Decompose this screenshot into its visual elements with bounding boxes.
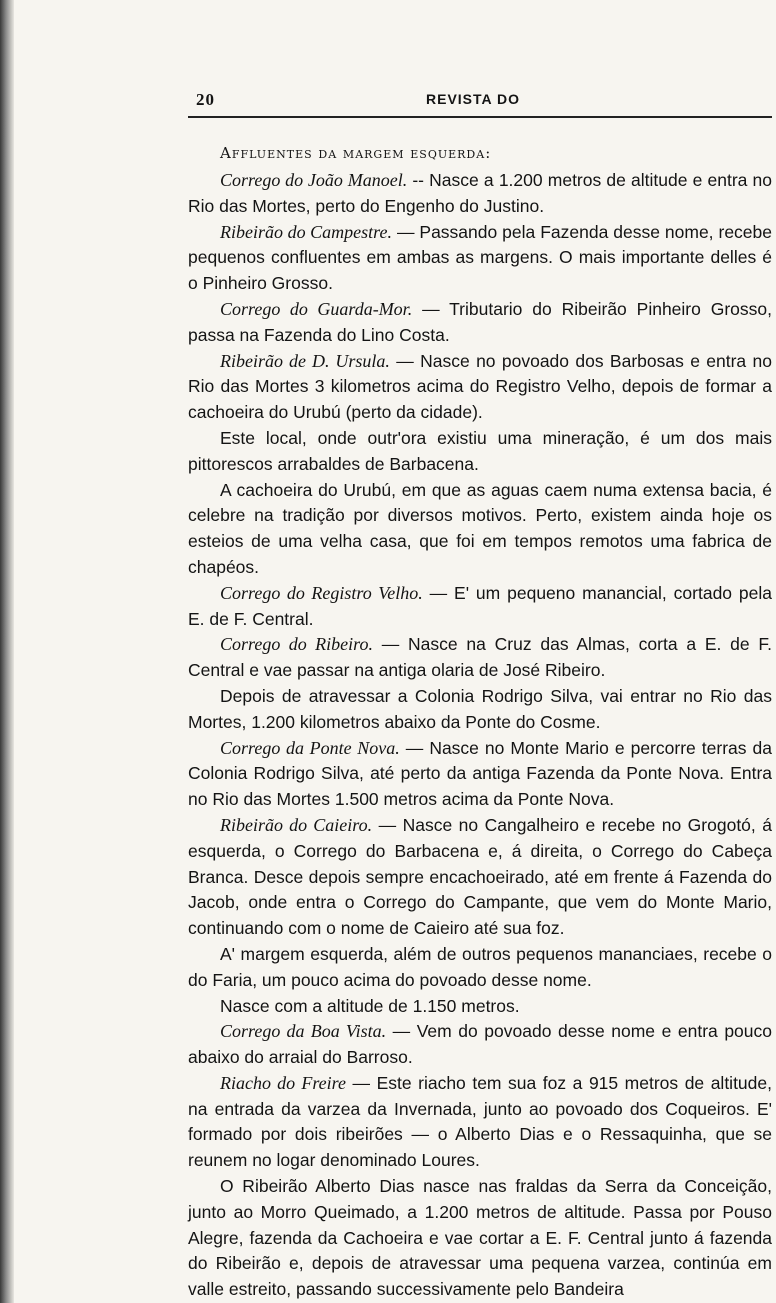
paragraph-text: Este local, onde outr'ora existiu uma mineração, é um dos mais pittorescos arrabaldes de Barbacena. [188, 427, 772, 474]
paragraph-text: — Nasce no Cangalheiro e recebe no Grogotó, á esquerda, o Corrego do Barbacena e, á direita, o Corrego do Cabeça Branca. Desce depois sempre encachoeirado, até em frente á Fazenda do Jacob, onde entra o Corrego do Campante, que vem do Monte Mario, continuando com o nome de Caieiro até sua foz. [188, 814, 773, 939]
paragraph [188, 942, 772, 994]
paragraph-text: — Tributario do Ribeirão Pinheiro Grosso, passa na Fazenda do Lino Costa. [188, 298, 773, 345]
paragraph [188, 684, 772, 736]
paragraph-text: — Nasce no povoado dos Barbosas e entra no Rio das Mortes 3 kilometros acima do Registro Velho, depois de formar a cachoeira do Urubú (perto da cidade). [188, 350, 772, 423]
paragraph-title: Corrego do João Manoel. [220, 170, 408, 190]
document-page [188, 88, 772, 1303]
header-rule [188, 116, 772, 118]
paragraph-text: A cachoeira do Urubú, em que as aguas caem numa extensa bacia, é celebre na tradição por diversos motivos. Perto, existem ainda hoje os esteios de uma velha casa, que foi em tempos remotos uma fabrica de chapéos. [188, 479, 772, 577]
paragraph-title: Corrego do Ribeiro. [220, 634, 373, 655]
paragraph-text: Nasce com a altitude de 1.150 metros. [220, 995, 520, 1016]
paragraph-title: Corrego do Registro Velho. [220, 582, 423, 603]
paragraph [188, 736, 772, 813]
paragraph-title: Ribeirão do Caieiro. [220, 814, 373, 835]
page-number: 20 [196, 90, 215, 109]
paragraph-text: Depois de atravessar a Colonia Rodrigo Silva, vai entrar no Rio das Mortes, 1.200 kilometros abaixo da Ponte do Cosme. [188, 685, 772, 732]
paragraph [188, 1071, 772, 1174]
paragraph [188, 349, 772, 426]
paragraph-text: — Nasce na Cruz das Almas, corta a E. de F. Central e vae passar na antiga olaria de José Ribeiro. [188, 634, 772, 681]
paragraph-text: — Nasce no Monte Mario e percorre terras da Colonia Rodrigo Silva, até perto da antiga Fazenda da Ponte Nova. Entra no Rio das Mortes 1.500 metros acima da Ponte Nova. [188, 737, 772, 810]
paragraph [188, 478, 772, 581]
paragraph-text: — E' um pequeno manancial, cortado pela E. de F. Central. [188, 582, 773, 629]
paragraph [188, 994, 772, 1020]
running-head [188, 88, 772, 114]
paragraph-text: — Este riacho tem sua foz a 915 metros de altitude, na entrada da varzea da Invernada, junto ao povoado dos Coqueiros. E' formado por dois ribeirões — o Alberto Dias e o Ressaquinha, que se reunem no logar denominado Loures. [188, 1072, 772, 1171]
paragraph [188, 813, 772, 942]
body-text [188, 168, 772, 1303]
paragraph-text: -- Nasce a 1.200 metros de altitude e entra no Rio das Mortes, perto do Engenho do Justino. [188, 170, 773, 216]
paragraph [188, 220, 772, 297]
paragraph-text: — Passando pela Fazenda desse nome, recebe pequenos confluentes em ambas as margens. O mais importante delles é o Pinheiro Grosso. [188, 221, 772, 294]
paragraph [188, 426, 772, 478]
paragraph-title: Corrego da Ponte Nova. [220, 737, 400, 758]
paragraph-text: A' margem esquerda, além de outros pequenos mananciaes, recebe o do Faria, um pouco acima do povoado desse nome. [188, 943, 772, 990]
paragraph-title: Corrego do Guarda-Mor. [220, 298, 413, 319]
paragraph [188, 297, 772, 349]
paragraph [188, 581, 772, 633]
paragraph-text: O Ribeirão Alberto Dias nasce nas fraldas da Serra da Conceição, junto ao Morro Queimado, a 1.200 metros de altitude. Passa por Pouso Alegre, fazenda da Cachoeira e vae cortar a E. F. Central junto á fazenda do Ribeirão e, depois de atravessar uma pequena varzea, continúa em valle estreito, passando successivamente pelo Bandeira [188, 1176, 772, 1300]
paragraph-title: Ribeirão de D. Ursula. [220, 350, 390, 371]
paragraph-title: Ribeirão do Campestre. [220, 221, 392, 242]
section-heading: Affluentes da margem esquerda: [220, 144, 492, 162]
paragraph [188, 632, 772, 684]
paragraph-text: — Vem do povoado desse nome e entra pouco abaixo do arraial do Barroso. [188, 1021, 773, 1068]
paragraph [188, 168, 772, 220]
paragraph [188, 1174, 772, 1303]
paragraph-title: Riacho do Freire [220, 1072, 346, 1093]
paragraph [188, 1019, 772, 1071]
paragraph-title: Corrego da Boa Vista. [220, 1021, 387, 1042]
scan-shadow-edge [0, 0, 14, 1303]
journal-title: REVISTA DO [426, 91, 521, 107]
